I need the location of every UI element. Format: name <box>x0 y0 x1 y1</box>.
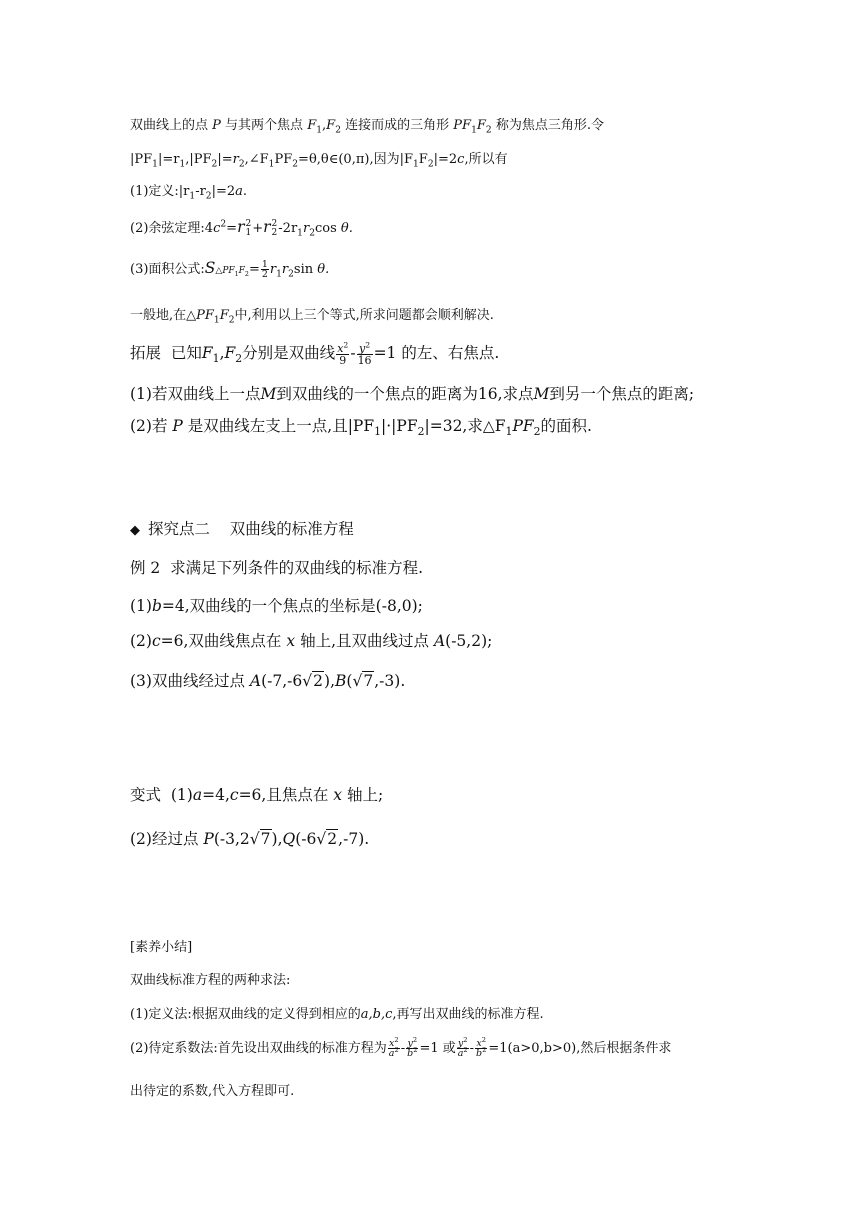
text: 2 <box>261 269 268 280</box>
text: (2)余弦定理:4 <box>130 221 214 236</box>
var-abc: a,b,c <box>360 1007 393 1022</box>
text: 2 <box>463 1035 468 1044</box>
text: 轴上,且双曲线过点 <box>300 632 429 650</box>
var-c: c <box>151 632 161 650</box>
sqrt: √7 <box>352 672 374 690</box>
example-2-title <box>130 556 423 578</box>
var-r: r <box>269 262 277 277</box>
var-x: x <box>388 1037 395 1049</box>
text: 16 <box>357 353 372 367</box>
text: - <box>400 1041 406 1056</box>
text: -r <box>195 184 206 199</box>
diamond-bullet-icon: ◆ <box>130 523 140 538</box>
var-b: B <box>335 672 347 690</box>
var-y: y <box>457 1037 464 1049</box>
text: △PF <box>186 308 214 323</box>
text: -2r <box>278 221 298 236</box>
text: 2 <box>394 1035 399 1044</box>
variant-item-2 <box>130 827 369 849</box>
text: (-3,2 <box>213 830 250 848</box>
text: 中,利用以上三个等式,所求问题都会顺利解决. <box>234 308 494 323</box>
text: sin <box>293 262 314 277</box>
text: = <box>226 221 238 236</box>
text: (1) <box>170 786 193 804</box>
text: cos <box>314 221 337 236</box>
summary-tag <box>130 936 192 955</box>
text: =1 或 <box>419 1041 456 1056</box>
var-y: y <box>407 1037 413 1049</box>
sqrt: √7 <box>249 830 271 848</box>
extension-question-1 <box>130 382 694 404</box>
variant-label: 变式 <box>130 786 162 804</box>
text: 称为焦点三角形.令 <box>495 118 604 133</box>
text: - <box>350 344 356 362</box>
text: 例 2 求满足下列条件的双曲线的标准方程. <box>130 559 424 577</box>
radicand: 7 <box>363 672 374 690</box>
text: =6,双曲线焦点在 <box>160 632 282 650</box>
var-p: P <box>172 417 183 435</box>
summary-line-1 <box>130 969 290 988</box>
text: [素养小结] <box>130 940 193 955</box>
var-a: a <box>192 786 203 804</box>
var-b: b <box>151 597 162 615</box>
var-x: x <box>333 786 343 804</box>
text: |=2 <box>211 184 236 199</box>
text: 双曲线标准方程的两种求法: <box>130 973 291 988</box>
var-a: A <box>249 672 262 690</box>
var-c: c <box>213 221 221 236</box>
var-p: P <box>203 830 214 848</box>
text: (-6 <box>295 830 317 848</box>
text: ,-3). <box>374 672 406 690</box>
section-title: 探究点二 双曲线的标准方程 <box>148 520 354 538</box>
text: |=32,求△F <box>424 417 506 435</box>
text: ( <box>346 672 353 690</box>
text: F <box>418 152 428 167</box>
text: △PF <box>215 266 235 276</box>
radicand: 2 <box>327 830 338 848</box>
text: (1)定义法:根据双曲线的定义得到相应的 <box>130 1007 361 1022</box>
example-2-item-3 <box>130 669 405 691</box>
text: (2)若 <box>130 417 168 435</box>
text: ,再写出双曲线的标准方程. <box>392 1007 544 1022</box>
text: =1(a>0,b>0),然后根据条件求 <box>488 1041 672 1056</box>
text: 出待定的系数,代入方程即可. <box>130 1084 295 1099</box>
var-a: a <box>235 184 243 199</box>
text: (2)待定系数法:首先设出双曲线的标准方程为 <box>130 1041 387 1056</box>
text: |PF <box>130 152 153 167</box>
var-x: x <box>286 632 296 650</box>
fraction <box>388 1035 400 1059</box>
text: ,-7). <box>338 830 370 848</box>
text: 2 <box>394 1045 399 1054</box>
text: = <box>248 262 260 277</box>
var-r: r <box>237 218 245 236</box>
formula-area: (3)面积公式$:S\triangle PF_1F_2=$ $\frac{1}{2}$ $r_1r_2\sin$ θ. <box>130 258 330 280</box>
text: (1)定义:|r <box>130 184 190 199</box>
example-2-item-1 <box>130 594 423 616</box>
text: =4, <box>202 786 230 804</box>
text: 2 <box>413 1045 418 1054</box>
text: |=r <box>157 152 180 167</box>
summary-line-4 <box>130 1080 294 1099</box>
text: 9 <box>339 353 347 367</box>
text: 到另一个焦点的距离; <box>549 385 695 403</box>
text: (3)面积公式: <box>130 262 205 277</box>
fraction: $\frac{y^2}{16}$ <box>357 339 372 367</box>
text: 2 <box>482 1045 487 1054</box>
var-c: c <box>457 152 465 167</box>
text: 2 <box>412 1035 418 1044</box>
var-theta: θ. <box>317 262 330 277</box>
summary-line-2 <box>130 1003 544 1022</box>
section-heading <box>130 517 354 539</box>
text: 与其两个焦点 <box>225 118 304 133</box>
text: 双曲线上的点 <box>130 118 209 133</box>
text: 1 <box>261 258 268 270</box>
var-f: F <box>201 344 213 362</box>
text: (3)双曲线经过点 <box>130 672 245 690</box>
text: 2 <box>481 1035 486 1044</box>
radicand: 2 <box>313 672 324 690</box>
formula-cosine-law: (2)余弦定理$:4c^2=r$ 2 1 +r 2 2 $-2r_1r_2\cos$ θ. <box>130 218 353 239</box>
text: =1 的左、右焦点. <box>373 344 500 362</box>
var-p: P <box>212 118 221 133</box>
text: 一般地,在 <box>130 308 187 323</box>
var-f: F <box>307 118 317 133</box>
extension-heading: 拓展 已知$F_1,F_2$分别是双曲线 $\frac{x^2}{9}$ - $\frac{y^2}{16}$ =1 的左、右焦点. <box>130 339 500 367</box>
text: PF <box>274 152 293 167</box>
var-f: F <box>326 118 336 133</box>
text: . <box>242 184 248 199</box>
var-b: b <box>407 1048 414 1059</box>
text: (1)若双曲线上一点 <box>130 385 261 403</box>
text: 到双曲线的一个焦点的距离为16,求点 <box>276 385 534 403</box>
text: ,|PF <box>185 152 212 167</box>
var-b: b <box>476 1048 483 1059</box>
fraction <box>406 1035 418 1059</box>
text: =θ,θ∈(0,π),因为|F <box>298 152 413 167</box>
text: =4,双曲线的一个焦点的坐标是(-8,0); <box>161 597 423 615</box>
radicand: 7 <box>260 830 271 848</box>
text: 已知 <box>170 344 202 362</box>
text: (-7,-6 <box>261 672 303 690</box>
var-x: x <box>337 341 344 355</box>
text: ), <box>271 830 283 848</box>
text: 的面积. <box>540 417 592 435</box>
text: + <box>252 221 264 236</box>
fraction <box>261 260 269 280</box>
sqrt: √2 <box>316 830 338 848</box>
text: (2) <box>130 632 152 650</box>
intro-line-2: $|PF_1|=r_1,|PF_2|=r_2,\angle F_1PF_2=\theta,\theta\in(0,\pi)$,因为$|F_1F_2|=2c$,所以有 <box>130 152 508 170</box>
fraction: $\frac{x^2}{9}$ <box>337 339 349 367</box>
text: - <box>469 1041 475 1056</box>
sqrt: √2 <box>302 672 324 690</box>
extension-question-2: (2)若 P 是双曲线左支上一点,且$|PF_1|\cdot|PF_2|=32$,求$\triangle F_1PF_2$的面积. <box>130 417 592 439</box>
example-2-item-2 <box>130 629 492 651</box>
text: 连接而成的三角形 <box>345 118 450 133</box>
summary-line-3 <box>130 1037 671 1059</box>
text: 2 <box>244 270 249 278</box>
var-q: Q <box>282 830 296 848</box>
text: 轴上; <box>346 786 384 804</box>
var-a: a <box>457 1048 464 1059</box>
text: 是双曲线左支上一点,且|PF <box>187 417 375 435</box>
var-a: a <box>388 1048 395 1059</box>
var-y: y <box>359 341 366 355</box>
extension-label: 拓展 <box>130 344 162 362</box>
intro-line-1: 双曲线上的点 P 与其两个焦点 $F_1,F_2$ 连接而成的三角形 $PF_1F_2$ 称为焦点三角形.令 <box>130 118 604 136</box>
text: (2)经过点 <box>130 830 199 848</box>
text: 1 <box>234 270 239 278</box>
text: ), <box>324 672 336 690</box>
var-s: S <box>204 259 216 277</box>
text: (-5,2); <box>445 632 493 650</box>
text: =6,且焦点在 <box>238 786 329 804</box>
text: (1) <box>130 597 152 615</box>
variant-item-1 <box>130 783 383 805</box>
var-c: c <box>229 786 239 804</box>
general-note: 一般地,在$\triangle PF_1F_2$中,利用以上三个等式,所求问题都会顺利解决. <box>130 308 494 326</box>
var-a: A <box>433 632 446 650</box>
text: 分别是双曲线 <box>242 344 336 362</box>
text: PF <box>512 417 534 435</box>
formula-definition: (1)定义$:|r_1-r_2|=2a$. <box>130 184 248 202</box>
var-r: r <box>263 218 271 236</box>
fraction <box>457 1035 469 1059</box>
text: |·|PF <box>381 417 418 435</box>
text: |=2 <box>433 152 458 167</box>
var-m: M <box>260 385 277 403</box>
text: ,所以有 <box>464 152 508 167</box>
text: 2 <box>463 1045 468 1054</box>
var-theta: θ. <box>340 221 353 236</box>
var-f: F <box>224 344 236 362</box>
var-x: x <box>476 1037 482 1049</box>
var-m: M <box>533 385 550 403</box>
fraction <box>475 1035 487 1059</box>
text: ,∠F <box>244 152 269 167</box>
